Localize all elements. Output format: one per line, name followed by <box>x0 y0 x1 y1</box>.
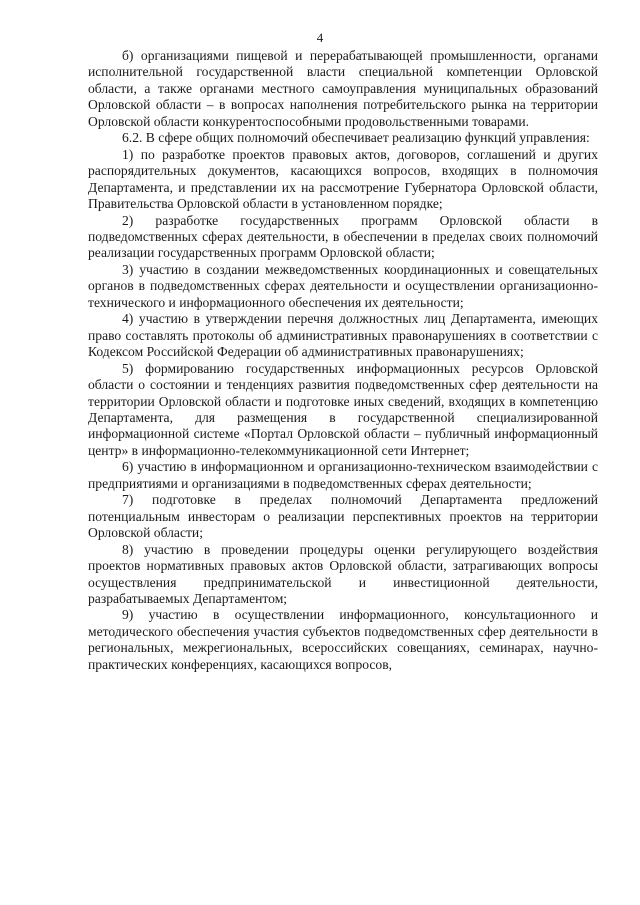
paragraph-6-2-heading: 6.2. В сфере общих полномочий обеспечивает реализацию функций управления: <box>122 130 590 146</box>
list-item-2: 2) разработке государственных программ Орловской области в подведомственных сферах деятельности, в обеспечении в пределах своих полномочий реализации государственных программ Орловской области; <box>88 212 598 261</box>
document-body <box>88 48 598 673</box>
list-item-1: 1) по разработке проектов правовых актов, договоров, соглашений и других распорядительных документов, касающихся вопросов, входящих в полномочия Департамента, и представлении их на рассмотрение Губернатора Орловской области, Правительства Орловской области в установленном порядке; <box>88 146 598 212</box>
list-item-8: 8) участию в проведении процедуры оценки регулирующего воздействия проектов нормативных правовых актов Орловской области, затрагивающих вопросы осуществления предпринимательской и инвестиционной деятельности, разрабатываемых Департаментом; <box>88 541 598 606</box>
page-number: 4 <box>316 30 324 45</box>
list-item-5: 5) формированию государственных информационных ресурсов Орловской области о состоянии и тенденциях развития подведомственных сфер деятельности на территории Орловской области и подготовке иных сведений, входящих в компетенцию Департамента, для размещения в государственной специализированной информационной системе «Портал Орловской области – публичный информационный центр» в информационно-телекоммуникационной сети Интернет; <box>88 360 598 458</box>
list-item-4: 4) участию в утверждении перечня должностных лиц Департамента, имеющих право составлять протоколы об административных правонарушениях в соответствии с Кодексом Российской Федерации об административных правонарушениях; <box>88 311 598 360</box>
list-item-3: 3) участию в создании межведомственных координационных и совещательных органов в подведомственных сферах деятельности и осуществлении организационно-технического и информационного обеспечения их деятельности; <box>88 261 598 310</box>
paragraph-6-1-b: б) организациями пищевой и перерабатывающей промышленности, органами исполнительной государственной власти специальной компетенции Орловской области, а также органами местного самоуправления муниципальных образований Орловской области – в вопросах наполнения потребительского рынка на территории Орловской области конкурентоспособными продовольственными товарами. <box>88 48 598 129</box>
list-item-6: 6) участию в информационном и организационно-техническом взаимодействии с предприятиями и организациями в подведомственных сферах деятельности; <box>88 459 598 491</box>
list-item-7: 7) подготовке в пределах полномочий Департамента предложений потенциальным инвесторам о реализации перспективных проектов на территории Орловской области; <box>88 492 598 541</box>
list-item-9: 9) участию в осуществлении информационного, консультационного и методического обеспечения участия субъектов подведомственных сфер деятельности в региональных, межрегиональных, всероссийских совещаниях, семинарах, научно-практических конференциях, касающихся вопросов, <box>88 607 598 672</box>
